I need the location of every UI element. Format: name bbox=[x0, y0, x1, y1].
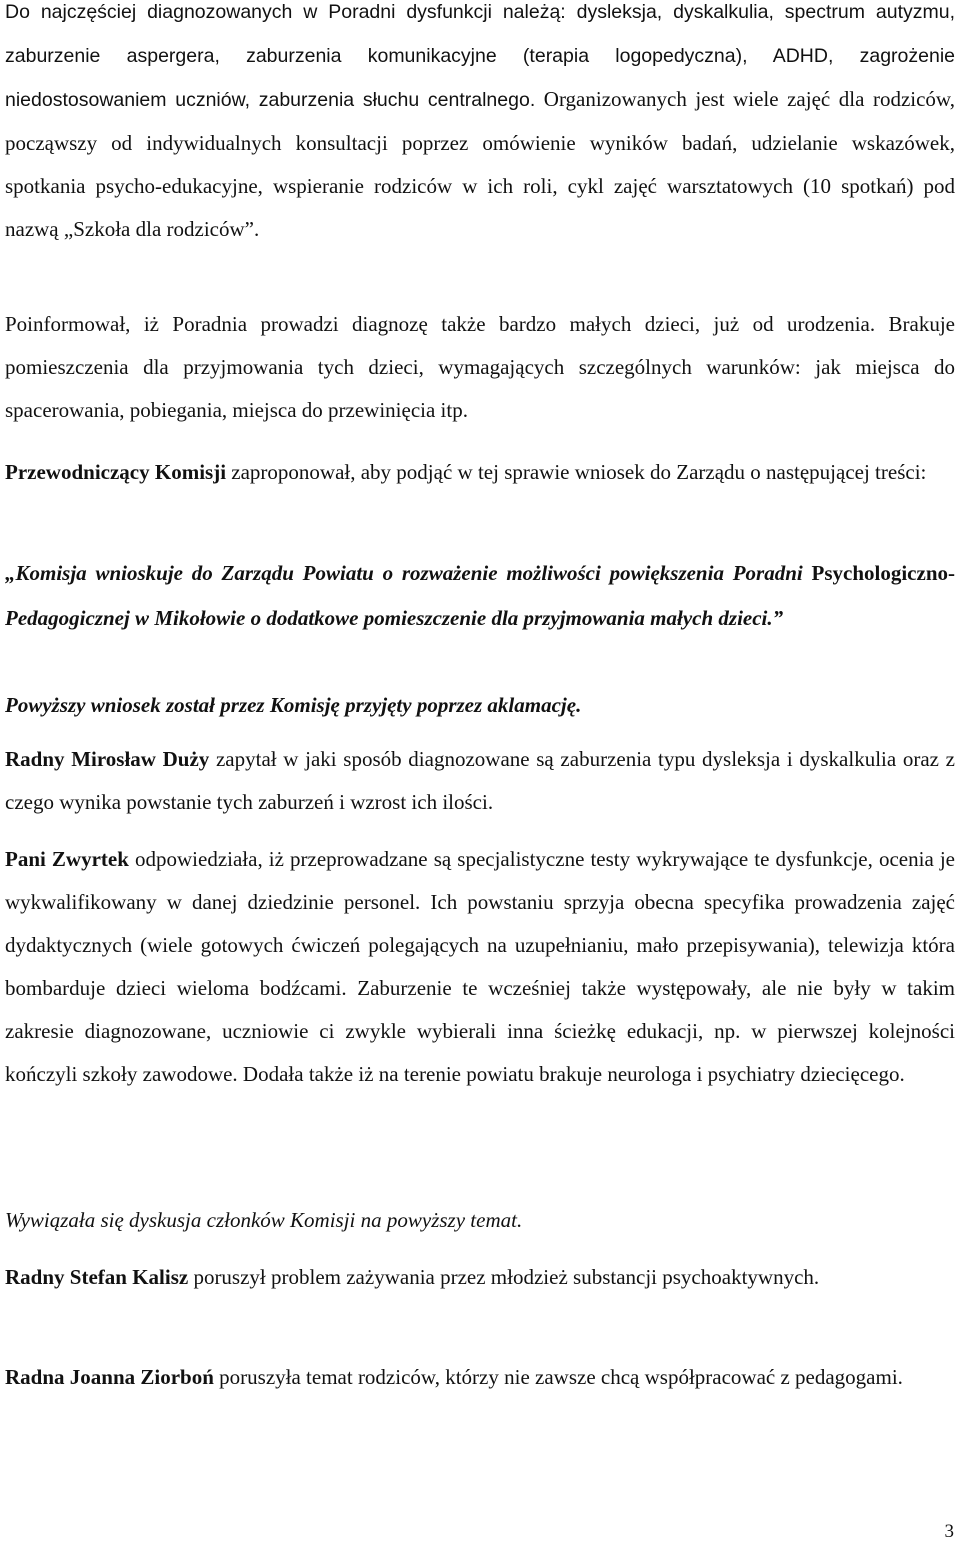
paragraph-text: Poinformował, iż Poradnia prowadzi diagnozę także bardzo małych dzieci, już od urodzenia. Brakuje pomieszczenia dla przyjmowania tych dzieci, wymagających szczególnych warunków: jak miejsca do spacerowania, pobiegania, miejsca do przewinięcia itp. bbox=[5, 312, 955, 422]
motion-part-2: Psychologiczno- bbox=[811, 561, 955, 585]
paragraph-dyskusja bbox=[5, 1199, 955, 1242]
paragraph-radny-kalisz bbox=[5, 1256, 955, 1299]
paragraph-text: poruszył problem zażywania przez młodzież substancji psychoaktywnych. bbox=[188, 1265, 820, 1289]
paragraph-przewodniczacy bbox=[5, 451, 955, 494]
paragraph-text: zaproponował, aby podjąć w tej sprawie wniosek do Zarządu o następującej treści: bbox=[226, 460, 927, 484]
paragraph-text: odpowiedziała, iż przeprowadzane są specjalistyczne testy wykrywające te dysfunkcje, ocenia je wykwalifikowany w danej dziedzinie personel. Ich powstaniu sprzyja obecna specyfika prowadzenia zajęć dydaktycznych (wiele gotowych ćwiczeń polegających na uzupełnianiu, mało przepisywania), telewizja która bombarduje dzieci wieloma bodźcami. Zaburzenie te wcześniej także występowały, ale nie były w takim zakresie diagnozowane, uczniowie ci zwykle wybierali inna ścieżkę edukacji, np. w pierwszej kolejności kończyli szkoły zawodowe. Dodała także iż na terenie powiatu brakuje neurologa i psychiatry dziecięcego. bbox=[5, 847, 956, 1086]
paragraph-radna-ziorbon bbox=[5, 1356, 955, 1399]
motion-result-text: Powyższy wniosek został przez Komisję przyjęty poprzez aklamację. bbox=[5, 693, 582, 717]
paragraph-text: poruszyła temat rodziców, którzy nie zawsze chcą współpracować z pedagogami. bbox=[213, 1365, 903, 1389]
paragraph-sans-part: Do najczęściej diagnozowanych w Poradni dysfunkcji należą: dysleksja, dyskalkulia, spectrum autyzmu, zaburzenie aspergera, zaburzenia komunikacyjne (terapia logopedyczna), ADHD, zagrożenie niedostosowaniem uczniów, zaburzenia słuchu centralnego. bbox=[5, 1, 955, 111]
paragraph-poradnia-dysfunkcje bbox=[5, 0, 955, 251]
speaker-name: Radny Stefan Kalisz bbox=[5, 1265, 189, 1289]
page-number: 3 bbox=[944, 1521, 954, 1542]
speaker-name: Przewodniczący Komisji bbox=[5, 460, 227, 484]
speaker-name: Radny Mirosław Duży bbox=[5, 747, 210, 771]
paragraph-radny-duzy bbox=[5, 738, 955, 824]
paragraph-text: zapytał w jaki sposób diagnozowane są zaburzenia typu dysleksja i dyskalkulia oraz z czego wynika powstanie tych zaburzeń i wzrost ich ilości. bbox=[5, 747, 955, 814]
paragraph-diagnoza-malych-dzieci bbox=[5, 303, 955, 432]
motion-part-1: „Komisja wnioskuje do Zarządu Powiatu o rozważenie możliwości powiększenia Poradni bbox=[5, 561, 812, 585]
paragraph-pani-zwyrtek bbox=[5, 838, 955, 1096]
paragraph-serif-part: Organizowanych jest wiele zajęć dla rodziców, począwszy od indywidualnych konsultacji poprzez omówienie wyników badań, udzielanie wskazówek, spotkania psycho-edukacyjne, wspieranie rodziców w ich roli, cykl zajęć warsztatowych (10 spotkań) pod nazwą „Szkoła dla rodziców”. bbox=[5, 87, 955, 241]
motion-text bbox=[5, 551, 955, 641]
motion-part-3: Pedagogicznej w Mikołowie o dodatkowe pomieszczenie dla przyjmowania małych dzieci.” bbox=[5, 606, 784, 630]
paragraph-text: Wywiązała się dyskusja członków Komisji na powyższy temat. bbox=[5, 1208, 523, 1232]
motion-result bbox=[5, 684, 955, 727]
speaker-name: Radna Joanna Ziorboń bbox=[5, 1365, 214, 1389]
speaker-name: Pani Zwyrtek bbox=[5, 847, 129, 871]
